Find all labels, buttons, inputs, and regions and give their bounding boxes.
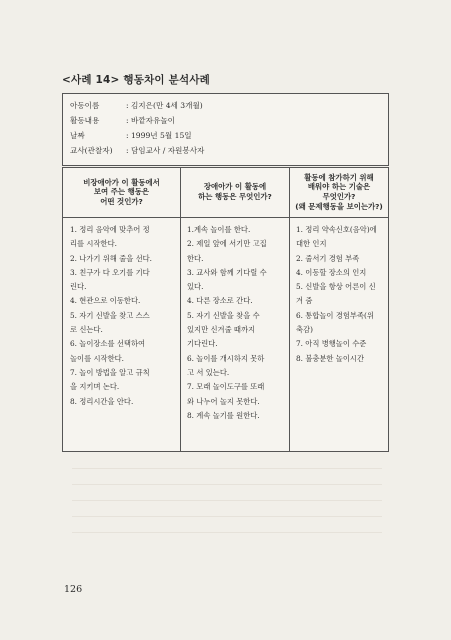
column-header-skills: 활동에 참가하기 위해 배워야 하는 기술은 무엇인가? (왜 문제행동을 보이는가?) bbox=[295, 172, 383, 211]
list-item: 8. 계속 놀기를 원한다. bbox=[187, 410, 260, 420]
list-item: 8. 불충분한 놀이시간 bbox=[296, 353, 364, 363]
info-label: 교사(관찰자) bbox=[70, 146, 113, 155]
list-item: 있다. bbox=[187, 282, 204, 292]
header-divider bbox=[63, 217, 388, 218]
list-item: 1. 정리 약속신호(음악)에 bbox=[296, 225, 377, 234]
list-item: 5. 자기 신발을 찾고 스스 bbox=[70, 310, 150, 320]
list-item: 2. 제일 앞에 서기만 고집 bbox=[187, 239, 267, 249]
list-item: 리를 시작한다. bbox=[70, 239, 117, 249]
list-item: 6. 놀이를 개시하지 못하 bbox=[187, 353, 265, 363]
list-item: 한다. bbox=[187, 253, 204, 263]
list-item: 7. 모래 놀이도구를 또래 bbox=[187, 382, 265, 392]
bleed-through-line bbox=[72, 516, 382, 517]
column-body-skills bbox=[296, 223, 377, 366]
page-number: 126 bbox=[64, 584, 83, 595]
list-item: 5. 신발을 항상 어른이 신 bbox=[296, 282, 376, 292]
info-value: : 담임교사 / 자원봉사자 bbox=[126, 146, 205, 155]
list-item: 1.계속 놀이를 한다. bbox=[187, 225, 251, 234]
list-item: 2. 줄서기 경험 부족 bbox=[296, 253, 360, 263]
list-item: 4. 이동할 장소의 인지 bbox=[296, 267, 367, 277]
column-header-typical: 비장애아가 이 활동에서 보여 주는 행동은 어떤 것인가? bbox=[83, 177, 160, 206]
list-item: 3. 교사와 함께 기다릴 수 bbox=[187, 267, 267, 277]
behavior-analysis-table bbox=[62, 167, 389, 452]
case-info-box bbox=[62, 93, 389, 166]
list-item: 겨 줌 bbox=[296, 296, 313, 306]
list-item: 있지만 신겨줄 때까지 bbox=[187, 325, 256, 335]
list-item: 4. 현관으로 이동한다. bbox=[70, 296, 141, 306]
list-item: 린다. bbox=[70, 282, 87, 292]
bleed-through-line bbox=[72, 532, 382, 533]
list-item: 6. 놀이장소를 선택하여 bbox=[70, 339, 146, 349]
list-item: 6. 통합놀이 경험부족(위 bbox=[296, 310, 374, 320]
bleed-through-line bbox=[72, 500, 382, 501]
column-body-typical bbox=[70, 223, 152, 409]
case-title: <사례 14> 행동차이 분석사례 bbox=[62, 74, 211, 86]
list-item: 3. 친구가 다 오기를 기다 bbox=[70, 267, 150, 277]
list-item: 2. 나가기 위해 줄을 선다. bbox=[70, 253, 152, 263]
bleed-through-line bbox=[72, 484, 382, 485]
info-label: 날짜 bbox=[70, 131, 85, 140]
list-item: 기다린다. bbox=[187, 339, 218, 349]
list-item: 고 서 있는다. bbox=[187, 367, 230, 377]
info-value: : 바깥자유놀이 bbox=[126, 116, 175, 125]
list-item: 5. 자기 신발을 찾을 수 bbox=[187, 310, 260, 320]
list-item: 대한 인지 bbox=[296, 239, 327, 249]
list-item: 놀이를 시작한다. bbox=[70, 353, 124, 363]
list-item: 로 신는다. bbox=[70, 325, 103, 335]
list-item: 7. 아직 병행놀이 수준 bbox=[296, 339, 367, 349]
bleed-through-line bbox=[72, 468, 382, 469]
list-item: 축감) bbox=[296, 325, 313, 335]
info-value: : 1999년 5월 15일 bbox=[126, 131, 192, 140]
list-item: 4. 다른 장소로 간다. bbox=[187, 296, 253, 306]
column-body-disabled bbox=[187, 223, 267, 423]
list-item: 7. 놀이 방법을 알고 규칙 bbox=[70, 367, 150, 377]
info-label: 아동이름 bbox=[70, 101, 100, 110]
info-label: 활동내용 bbox=[70, 116, 100, 125]
list-item: 와 나누어 놀지 못한다. bbox=[187, 396, 260, 406]
list-item: 을 지키며 논다. bbox=[70, 382, 120, 392]
column-header-disabled: 장애아가 이 활동에 하는 행동은 무엇인가? bbox=[198, 182, 272, 201]
list-item: 8. 정리시간을 안다. bbox=[70, 396, 134, 406]
info-value: : 김지은(만 4세 3개월) bbox=[126, 101, 203, 110]
list-item: 1. 정리 음악에 맞추어 정 bbox=[70, 225, 150, 234]
